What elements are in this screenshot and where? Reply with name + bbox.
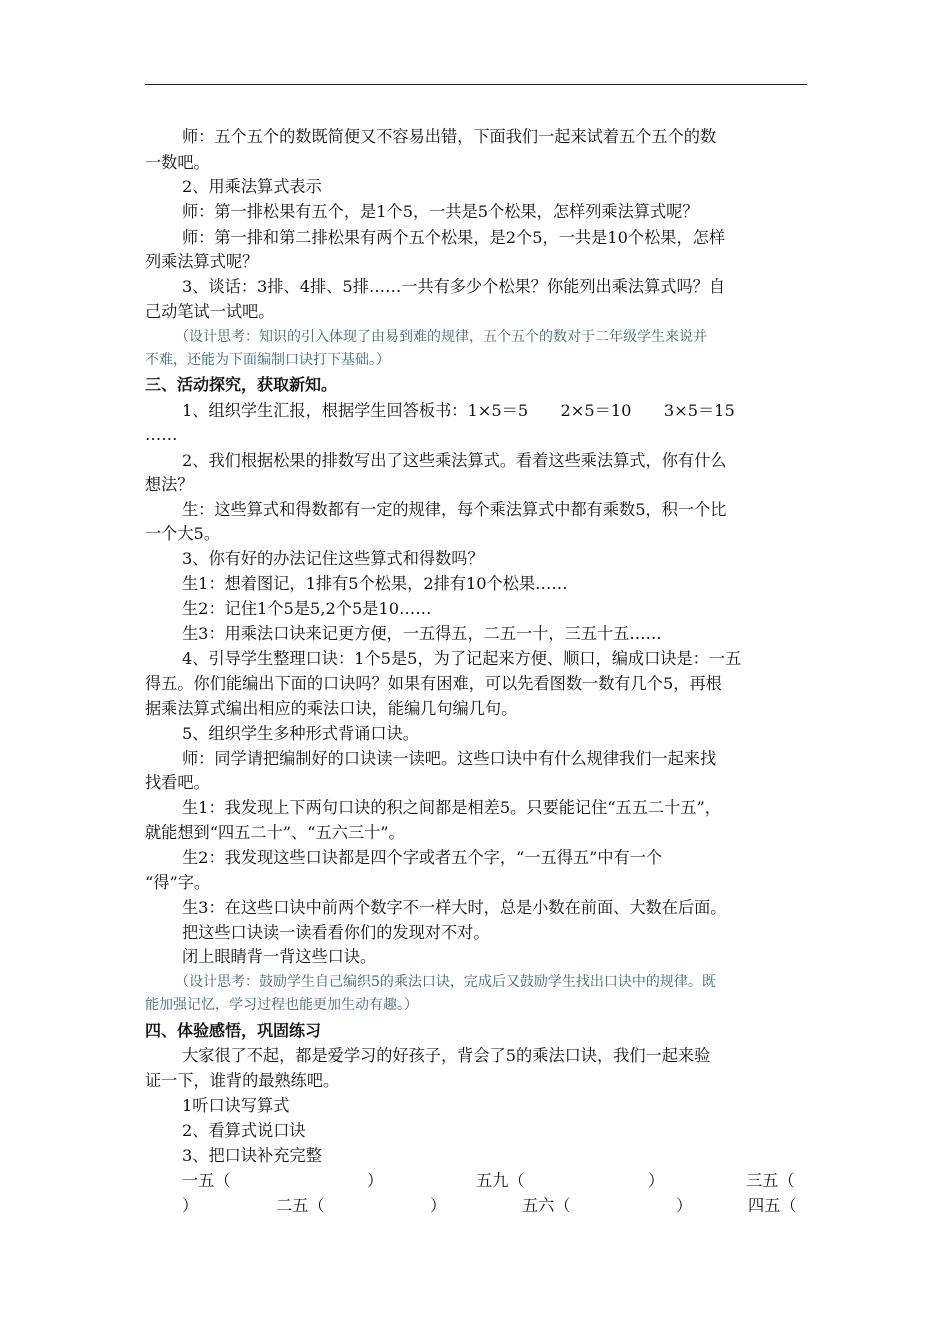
text-line: 生2：我发现这些口诀都是四个字或者五个字，“一五得五”中有一个 bbox=[182, 848, 663, 867]
fill-blank-label: 三五（ bbox=[746, 1171, 795, 1190]
text-line: 3、你有好的办法记住这些算式和得数吗？ bbox=[182, 549, 484, 568]
text-line: 一数吧。 bbox=[145, 153, 210, 172]
fill-blank-close: ） bbox=[676, 1196, 693, 1215]
text-line: 就能想到“四五二十”、“五六三十”。 bbox=[145, 823, 405, 842]
design-note-line: 不难，还能为下面编制口诀打下基础。） bbox=[145, 352, 390, 368]
text-line: 一个大5。 bbox=[145, 524, 221, 543]
design-note-line: （设计思考：知识的引入体现了由易到难的规律，五个五个的数对于二年级学生来说并 bbox=[175, 329, 707, 345]
fill-blank-close: ） bbox=[648, 1171, 665, 1190]
fill-blank-label: 五九（ bbox=[476, 1171, 525, 1190]
text-line: 己动笔试一试吧。 bbox=[145, 302, 275, 321]
text-line: 3、谈话：3排、4排、5排……一共有多少个松果？你能列出乘法算式吗？自 bbox=[182, 277, 726, 296]
text-line: 1听口诀写算式 bbox=[182, 1096, 290, 1115]
text-line: 大家很了不起，都是爱学习的好孩子，背会了5的乘法口诀，我们一起来验 bbox=[182, 1046, 711, 1065]
text-line: 生3：在这些口诀中前两个数字不一样大时，总是小数在前面、大数在后面。 bbox=[182, 898, 727, 917]
text-line: 生3：用乘法口诀来记更方便，一五得五，二五一十，三五十五…… bbox=[182, 624, 662, 643]
fill-blank-label: 二五（ bbox=[276, 1196, 325, 1215]
header-rule bbox=[145, 84, 807, 85]
fill-blank-label: 一五（ bbox=[182, 1171, 231, 1190]
fill-blank-close: ） bbox=[182, 1196, 199, 1215]
text-line: 生：这些算式和得数都有一定的规律，每个乘法算式中都有乘数5，积一个比 bbox=[182, 500, 727, 519]
text-line: 3、把口诀补充完整 bbox=[182, 1146, 322, 1165]
text-line: 找看吧。 bbox=[145, 773, 210, 792]
design-note-line: （设计思考：鼓励学生自己编织5的乘法口诀，完成后又鼓励学生找出口诀中的规律。既 bbox=[175, 974, 716, 990]
text-line: 师：第一排和第二排松果有两个五个松果，是2个5，一共是10个松果，怎样 bbox=[182, 228, 726, 247]
text-line: 生1：我发现上下两句口诀的积之间都是相差5。只要能记住“五五二十五”， bbox=[182, 798, 721, 817]
text-line: 生1：想着图记，1排有5个松果，2排有10个松果…… bbox=[182, 574, 568, 593]
text-line: 证一下，谁背的最熟练吧。 bbox=[145, 1071, 340, 1090]
text-line: 师：五个五个的数既简便又不容易出错，下面我们一起来试着五个五个的数 bbox=[182, 127, 717, 146]
section-heading: 三、活动探究，获取新知。 bbox=[145, 375, 338, 394]
text-line: 想法？ bbox=[145, 475, 194, 494]
text-line: 把这些口诀读一读看看你们的发现对不对。 bbox=[182, 923, 490, 942]
text-line: 生2：记住1个5是5,2个5是10…… bbox=[182, 599, 432, 618]
text-line: 列乘法算式呢？ bbox=[145, 252, 259, 271]
text-line: 2、看算式说口诀 bbox=[182, 1121, 306, 1140]
text-line: 闭上眼睛背一背这些口诀。 bbox=[182, 947, 377, 966]
text-line: 据乘法算式编出相应的乘法口诀，能编几句编几句。 bbox=[145, 699, 518, 718]
design-note-line: 能加强记忆，学习过程也能更加生动有趣。） bbox=[145, 997, 418, 1013]
text-line: 2、我们根据松果的排数写出了这些乘法算式。看着这些乘法算式，你有什么 bbox=[182, 451, 727, 470]
fill-blank-close: ） bbox=[430, 1196, 447, 1215]
text-line: “得”字。 bbox=[145, 873, 211, 892]
text-line: 5、组织学生多种形式背诵口诀。 bbox=[182, 724, 419, 743]
text-line: 得五。你们能编出下面的口诀吗？如果有困难，可以先看图数一数有几个5，再根 bbox=[145, 674, 722, 693]
section-heading: 四、体验感悟，巩固练习 bbox=[145, 1021, 322, 1040]
text-line: 4、引导学生整理口诀：1个5是5，为了记起来方便、顺口，编成口诀是：一五 bbox=[182, 649, 742, 668]
text-line: …… bbox=[145, 425, 178, 444]
text-line: 2、用乘法算式表示 bbox=[182, 177, 322, 196]
text-line: 1、组织学生汇报，根据学生回答板书：1×5＝5 2×5＝10 3×5＝15 bbox=[182, 401, 735, 420]
fill-blank-close: ） bbox=[367, 1171, 384, 1190]
fill-blank-label: 五六（ bbox=[522, 1196, 571, 1215]
text-line: 师：第一排松果有五个，是1个5，一共是5个松果，怎样列乘法算式呢？ bbox=[182, 202, 699, 221]
fill-blank-label: 四五（ bbox=[748, 1196, 797, 1215]
text-line: 师：同学请把编制好的口诀读一读吧。这些口诀中有什么规律我们一起来找 bbox=[182, 749, 717, 768]
